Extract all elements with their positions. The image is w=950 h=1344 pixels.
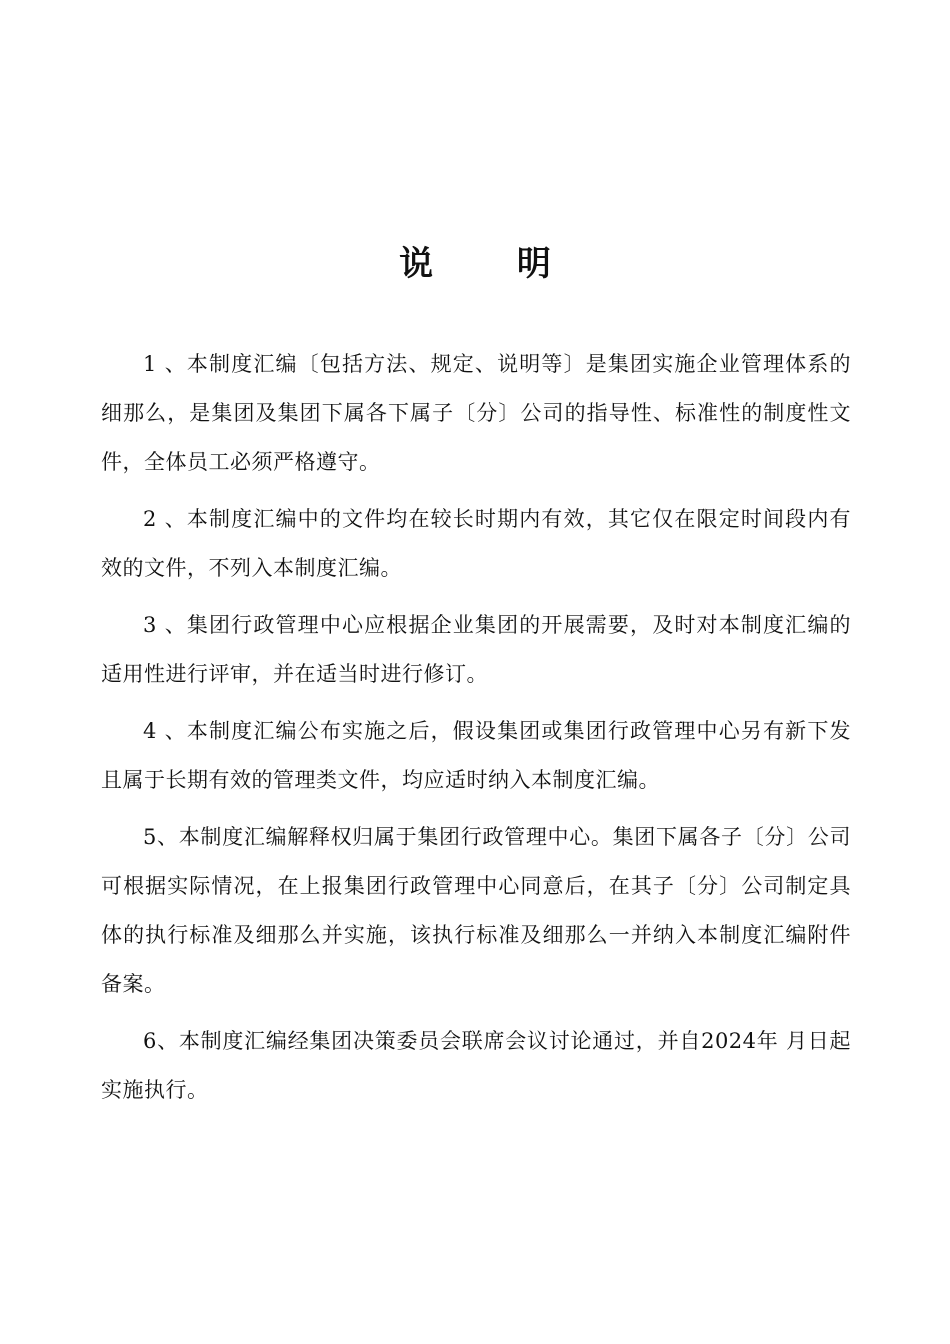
paragraph-4: 4 、本制度汇编公布实施之后，假设集团或集团行政管理中心另有新下发且属于长期有效的管理类文件，均应适时纳入本制度汇编。 (101, 719, 851, 792)
page-title: 说 明 (399, 244, 587, 284)
paragraph-5: 5、本制度汇编解释权归属于集团行政管理中心。集团下属各子〔分〕公司可根据实际情况，在上报集团行政管理中心同意后，在其子〔分〕公司制定具体的执行标准及细那么并实施，该执行标准及细那么一并纳入本制度汇编附件备案。 (101, 825, 851, 996)
paragraph-2: 2 、本制度汇编中的文件均在较长时期内有效，其它仅在限定时间段内有效的文件，不列入本制度汇编。 (101, 507, 851, 580)
paragraph-6: 6、本制度汇编经集团决策委员会联席会议讨论通过，并自2024年 月日起实施执行。 (101, 1029, 851, 1102)
paragraph-3: 3 、集团行政管理中心应根据企业集团的开展需要，及时对本制度汇编的适用性进行评审，并在适当时进行修订。 (101, 613, 851, 686)
document-body (101, 340, 851, 1123)
paragraph-1: 1 、本制度汇编〔包括方法、规定、说明等〕是集团实施企业管理体系的细那么，是集团及集团下属各下属子〔分〕公司的指导性、标准性的制度性文件，全体员工必须严格遵守。 (101, 352, 851, 474)
